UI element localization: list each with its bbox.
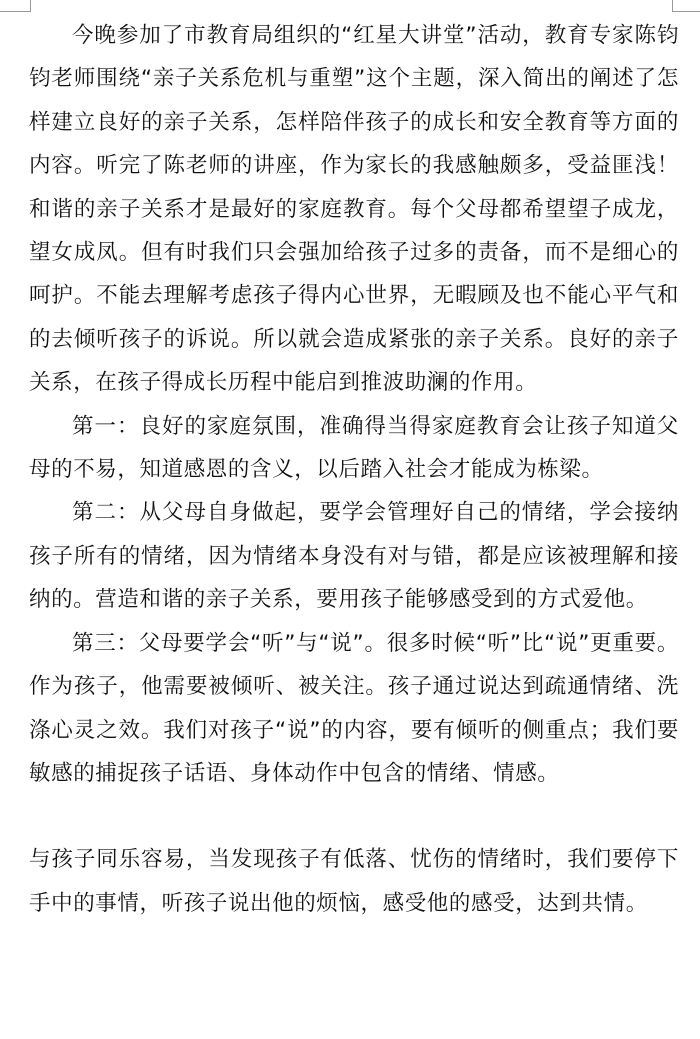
document-body [29,14,679,925]
paragraph-point-three: 第三：父母要学会“听”与“说”。很多时候“听”比“说”更重要。作为孩子，他需要被倾听、被关注。孩子通过说达到疏通情绪、洗涤心灵之效。我们对孩子“说”的内容，要有倾听的侧重点；我们要敏感的捕捉孩子话语、身体动作中包含的情绪、情感。 [29,630,679,786]
crop-mark-top-left [0,0,31,12]
paragraph-point-two: 第二：从父母自身做起，要学会管理好自己的情绪，学会接纳孩子所有的情绪，因为情绪本身没有对与错，都是应该被理解和接纳的。营造和谐的亲子关系，要用孩子能够感受到的方式爱他。 [29,500,679,613]
crop-mark-top-right [672,0,700,12]
paragraph-point-one: 第一：良好的家庭氛围，准确得当得家庭教育会让孩子知道父母的不易，知道感恩的含义，以后踏入社会才能成为栋梁。 [29,413,679,483]
paragraph-intro: 今晚参加了市教育局组织的“红星大讲堂”活动，教育专家陈钧钧老师围绕“亲子关系危机与重塑”这个主题，深入简出的阐述了怎样建立良好的亲子关系，怎样陪伴孩子的成长和安全教育等方面的内容。听完了陈老师的讲座，作为家长的我感触颇多，受益匪浅！和谐的亲子关系才是最好的家庭教育。每个父母都希望望子成龙，望女成凤。但有时我们只会强加给孩子过多的责备，而不是细心的呵护。不能去理解考虑孩子得内心世界，无暇顾及也不能心平气和的去倾听孩子的诉说。所以就会造成紧张的亲子关系。良好的亲子关系，在孩子得成长历程中能启到推波助澜的作用。 [29,23,679,396]
paragraph-closing: 与孩子同乐容易，当发现孩子有低落、忧伤的情绪时，我们要停下手中的事情，听孩子说出他的烦恼，感受他的感受，达到共情。 [29,847,679,916]
